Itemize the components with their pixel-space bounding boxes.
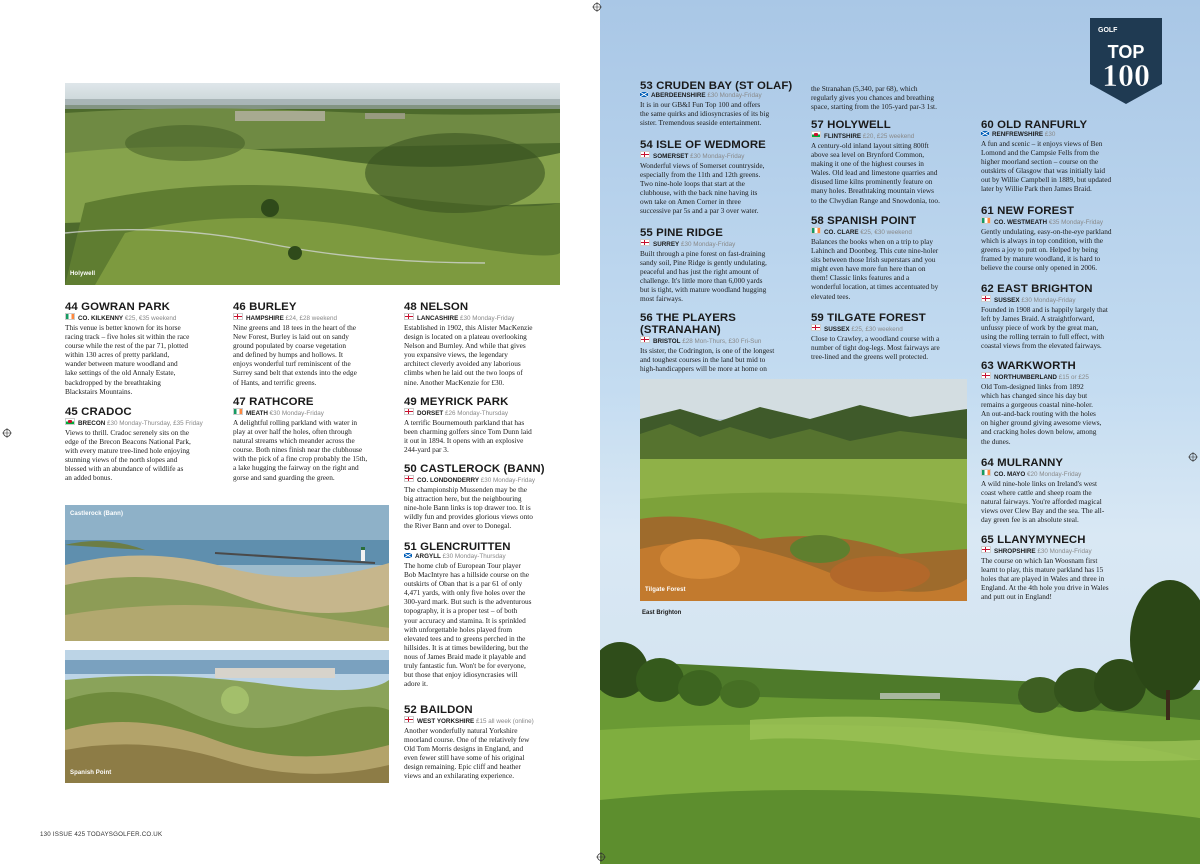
entry-price: £15 all week (online)	[476, 718, 534, 725]
entry-body-line: left by James Braid. A straightforward,	[981, 314, 1095, 324]
entry-region: SUSSEX	[824, 326, 850, 333]
entry-body-line: with the pick of a fine crop probably the 15th,	[233, 454, 368, 464]
entry-body-line: Old Tom Morris designs in England, and	[404, 744, 524, 754]
entry-body-line: Lomond and the Campsie Fells from the	[981, 148, 1099, 158]
entry-body-line: ground populated by coarse vegetation	[233, 341, 347, 351]
registration-mark-right	[1188, 452, 1198, 462]
entry-body-line: but those that enjoy idiosyncrasies will	[404, 670, 518, 680]
entry-title: 53 CRUDEN BAY (ST OLAF)	[640, 80, 793, 92]
entry-body-line: especially from the 11th and 12th greens.	[640, 170, 761, 180]
entry-body-line: natural streams which meander across the	[233, 436, 355, 446]
flag-ie-icon	[233, 408, 243, 415]
entry-title: 61 NEW FOREST	[981, 205, 1075, 217]
entry-meta	[233, 408, 395, 418]
entry-body-line: lake settings of the old Annaly Estate,	[65, 368, 176, 378]
registration-mark-bottom	[596, 852, 606, 862]
entry-region: CO. CLARE	[824, 229, 859, 236]
entry-body-line: nous of James Braid made it playable and	[404, 651, 526, 661]
entry-body-line: views and an exhilarating experience.	[404, 771, 515, 781]
entry-title: 48 NELSON	[404, 301, 469, 313]
entry-title: 56 THE PLAYERS (STRANAHAN)	[640, 312, 736, 336]
entry-body-line: Wales. Old lead and limestone quarries and	[811, 168, 938, 178]
entry-body-line: space, starting from the 105-yard par-3 1st.	[811, 102, 937, 112]
entry-body-line: your accuracy and stamina. It is sprinkled	[404, 615, 526, 625]
entry-title: 58 SPANISH POINT	[811, 215, 917, 227]
entry-price: £20, £25 weekend	[862, 133, 915, 140]
entry-body-line: holes that are played in Wales and three in	[981, 574, 1105, 584]
entry-region: ARGYLL	[415, 553, 441, 560]
entry-body-line: A wild nine-hole links on Ireland's west	[981, 479, 1098, 488]
tree-line-right	[1018, 580, 1200, 720]
entry-52	[404, 704, 566, 781]
entry-body-line: play at over half the holes, often through	[233, 427, 352, 437]
entry-49	[404, 396, 566, 454]
entry-title: 59 TILGATE FOREST	[811, 312, 926, 324]
flag-en-icon	[404, 408, 414, 415]
entry-price: £30	[1044, 131, 1056, 138]
entry-body-line: sits between those Irish superstars and you	[811, 255, 936, 265]
entry-price: £28 Mon-Thurs, £30 Fri-Sun	[682, 338, 762, 345]
tilgate-forest-caption: Tilgate Forest	[645, 587, 686, 593]
entry-body-line: even fewer still have some of his original	[404, 753, 525, 763]
castlerock-photo	[65, 505, 389, 641]
entry-body-line: A fun and scenic – it enjoys views of Ben	[981, 139, 1103, 148]
entry-title: 52 BAILDON	[404, 704, 473, 716]
entry-body-line: on higher ground giving awesome views,	[981, 418, 1102, 428]
entry-body-line: Gently undulating, easy-on-the-eye parkland	[981, 227, 1112, 236]
entry-meta	[404, 408, 566, 418]
holywell-landscape-image	[65, 83, 560, 285]
entry-body-line: you expansive views, the legendary	[404, 350, 508, 360]
flag-wa-icon	[65, 418, 75, 425]
entry-region: BRECON	[78, 420, 106, 427]
right-page	[600, 0, 1200, 864]
entry-body-line: outskirts of Oban that is a par 61 of only	[404, 579, 523, 589]
flag-sc-icon	[404, 553, 412, 558]
top-100-badge	[1090, 18, 1162, 104]
entry-body-line: clubhouse, with the back nine having its	[640, 188, 758, 198]
entry-body-line: the River Bann and over to Donegal.	[404, 521, 512, 531]
flag-ni-icon	[404, 475, 414, 482]
entry-region: DORSET	[417, 410, 444, 417]
entry-body-line: topography, it is a proper test – of both	[404, 606, 518, 616]
entry-body-line: coast where cattle and sheep roam the	[981, 488, 1092, 498]
entry-body	[233, 323, 395, 387]
east-brighton-caption: East Brighton	[642, 610, 682, 616]
entry-body-line: adore it.	[404, 679, 428, 689]
entry-meta	[233, 313, 395, 323]
entry-region: MEATH	[246, 410, 268, 417]
entry-body	[65, 428, 227, 483]
entry-body-line: and cracking holes down below, among	[981, 427, 1097, 437]
entry-body-line: wonderful location, at times accentuated by	[811, 282, 939, 292]
entry-region: FLINTSHIRE	[824, 133, 862, 140]
entry-body	[65, 323, 227, 396]
entry-title: 45 CRADOC	[65, 406, 132, 418]
entry-body-line: the dunes.	[981, 436, 1011, 446]
entry-body-line: racing track – five holes sit within the race	[65, 332, 190, 342]
entry-price: £30 Monday-Friday	[681, 241, 736, 248]
registration-mark-top	[592, 2, 602, 12]
entry-price: £30 Monday-Thursday, £35 Friday	[107, 420, 203, 427]
entry-body	[404, 323, 566, 387]
entry-body-line: elevated tees.	[811, 291, 851, 301]
entry-body-line: been charming golfers since Tom Dunn laid	[404, 427, 532, 437]
entry-body-line: number of tight dog-legs. Most fairways are	[811, 343, 940, 353]
entry-body-line: hillsides. It is at times bewildering, but the	[404, 642, 529, 652]
entry-region: ABERDEENSHIRE	[651, 92, 706, 99]
entry-meta	[404, 313, 566, 323]
entry-body	[404, 485, 566, 530]
entry-body-line: nine-hole Bann links is top drawer too. It is	[404, 503, 531, 513]
entry-body-line: Close to Crawley, a woodland course with a	[811, 334, 940, 343]
entry-51	[404, 541, 566, 688]
entry-body-line: natural fairways. You're afforded magical	[981, 497, 1102, 507]
entry-body-line: unfussy piece of work by the great man,	[981, 323, 1099, 333]
flag-ie-icon	[65, 313, 75, 320]
castlerock-landscape-image	[65, 505, 389, 641]
entry-body-line: 300-yard mark. But such is the adventurous	[404, 597, 532, 607]
entry-body-line: course while the rest of the par 71, plotted	[65, 341, 188, 351]
entry-price: £30 Monday-Friday	[690, 153, 745, 160]
entry-region: LANCASHIRE	[417, 315, 459, 322]
entry-body-line: Nine greens and 18 tees in the heart of the	[233, 323, 356, 332]
entry-title: 57 HOLYWELL	[811, 119, 891, 131]
entry-body-line: out by Willie Campbell in 1889, but updated	[981, 175, 1112, 185]
entry-body-line: stunning views of the north slopes and	[65, 455, 178, 465]
entry-price: £30 Monday-Friday	[460, 315, 515, 322]
entry-body-line: the Stranahan (5,340, par 68), which	[811, 84, 918, 93]
entry-body-line: framed by mature woodland, it is hard to	[981, 254, 1101, 264]
entry-body-line: and defined by humps and hollows. It	[233, 350, 344, 360]
entry-meta	[404, 716, 566, 726]
entry-body-line: moorland course. One of the relatively few	[404, 735, 530, 745]
entry-body-line: own take on Amen Corner in three	[640, 197, 741, 207]
entry-region: BRISTOL	[653, 338, 681, 345]
entry-body-line: with every mature tree-lined hole enjoying	[65, 446, 190, 456]
page-footer: 130 ISSUE 425 TODAYSGOLFER.CO.UK	[40, 831, 163, 838]
entry-body-line: wildly fun and provides glorious views onto	[404, 512, 533, 522]
badge-brand: GOLF	[1098, 27, 1118, 34]
entry-title: 63 WARKWORTH	[981, 360, 1076, 372]
entry-body-line: blessed with an abundance of wildlife as	[65, 464, 184, 474]
entry-body-line: challenge. It's little more than 6,000 yards	[640, 276, 763, 286]
entry-region: NORTHUMBERLAND	[994, 374, 1057, 381]
entry-body-line: learnt to play, this mature parkland has 15	[981, 565, 1104, 575]
entry-price: £30 Monday-Friday	[1021, 297, 1076, 304]
entry-body-line: greens a joy to putt on. Helped by being	[981, 245, 1098, 255]
spanish-point-photo	[65, 650, 389, 783]
entry-body-line: Established in 1902, this Alister MacKenzie	[404, 323, 533, 332]
entry-region: SOMERSET	[653, 153, 689, 160]
entry-price: £15 or £25	[1058, 374, 1089, 381]
entry-body-line: which has changed since his day but	[981, 391, 1088, 401]
badge-top-label: TOP	[1107, 42, 1145, 62]
entry-meta	[65, 418, 227, 428]
entry-body-line: many holes. Breathtaking mountain views	[811, 186, 935, 196]
entry-body-line: Nelson and Burnley. And while that gives	[404, 341, 526, 351]
entry-body-line: This venue is better known for its horse	[65, 323, 181, 332]
entry-body-line: backdropped by the breathtaking	[65, 377, 161, 387]
entry-title: 62 EAST BRIGHTON	[981, 283, 1093, 295]
entry-47	[233, 396, 395, 482]
entry-body-line: most fairways.	[640, 294, 683, 304]
entry-body-line: might even have more fun here than on	[811, 264, 926, 274]
entry-body	[404, 418, 566, 454]
entry-body-line: Two nine-hole loops that start at the	[640, 179, 745, 189]
entry-body-line: tree-lined and the greens well protected.	[811, 352, 929, 362]
entry-body-line: design remaining. Epic cliff and heather	[404, 762, 521, 772]
holywell-caption: Holywell	[70, 271, 96, 277]
entry-body-line: nine. Another MacKenzie for £30.	[404, 377, 505, 387]
entry-body-line: and putt out in England!	[981, 592, 1052, 602]
entry-body-line: but is tight, with mature woodland hugging	[640, 285, 767, 295]
entry-title: 51 GLENCRUITTEN	[404, 541, 511, 553]
entry-body-line: making it one of the highest courses in	[811, 159, 924, 169]
entry-body-line: within 130 acres of pretty parkland,	[65, 350, 170, 360]
entry-body	[233, 418, 395, 482]
entry-price: £30 Monday-Friday	[480, 477, 536, 484]
entry-price: £26 Monday-Thursday	[445, 410, 509, 417]
entry-body-line: day green fee is an absolute steal.	[981, 515, 1079, 525]
entry-body-line: elevated tees and to greens perched in the	[404, 633, 526, 643]
entry-meta	[404, 553, 566, 561]
entry-body-line: The home club of European Tour player	[404, 561, 521, 570]
entry-title: 49 MEYRICK PARK	[404, 396, 509, 408]
entry-body-line: the same quirks and idiosyncrasies of its big	[640, 109, 770, 119]
entry-title: 64 MULRANNY	[981, 457, 1064, 469]
entry-price: €30 Monday-Friday	[269, 410, 324, 417]
entry-body-line: Balances the books when on a trip to play	[811, 237, 933, 246]
entry-body-line: above sea level on Brynford Common,	[811, 150, 925, 160]
entry-body-line: New Forest, Burley is laid out on sandy	[233, 332, 349, 342]
entry-region: SURREY	[653, 241, 680, 248]
entry-price: €20 Monday-Friday	[1027, 471, 1082, 478]
entry-region: SHROPSHIRE	[994, 548, 1036, 555]
entry-body-line: truly fantastic fun. Won't be for everyone,	[404, 661, 526, 671]
entry-body-line: gorse and sand guarding the green.	[233, 472, 335, 482]
entry-body-line: of Hants, and terrific greens.	[233, 377, 317, 387]
entry-price: €25, €35 weekend	[124, 315, 177, 322]
entry-body-line: using the rolling terrain to full effect, with	[981, 332, 1105, 342]
entry-title: 65 LLANYMYNECH	[981, 534, 1086, 546]
entry-body-line: Its sister, the Codrington, is one of the longest	[640, 346, 775, 355]
entry-body-line: remains a gorgeous coastal nine-holer.	[981, 400, 1093, 410]
entry-price: £30 Monday-Thursday	[442, 553, 506, 560]
entry-body-line: and toughest courses in the land but mid to	[640, 355, 766, 365]
entry-body-line: sandy soil, Pine Ridge is gently undulating,	[640, 258, 767, 268]
entry-body-line: Old Tom-designed links from 1892	[981, 382, 1084, 391]
spanish-point-landscape-image	[65, 650, 389, 783]
entry-region: RENFREWSHIRE	[992, 131, 1044, 138]
entry-body-line: A century-old inland layout sitting 800ft	[811, 141, 929, 150]
entry-title: 60 OLD RANFURLY	[981, 119, 1088, 131]
entry-title: 46 BURLEY	[233, 301, 297, 313]
entry-body-line: successive par 5s and a par 3 over water.	[640, 206, 759, 216]
entry-price: £24, £28 weekend	[285, 315, 338, 322]
entry-body-line: Blackstairs Mountains.	[65, 386, 133, 396]
holywell-photo	[65, 83, 560, 285]
entry-body-line: them! Classic links features and a	[811, 273, 910, 283]
entry-body	[404, 561, 566, 688]
entry-body-line: Lahinch and Doonbeg. This cute nine-holer	[811, 246, 939, 256]
entry-body-line: Built through a pine forest on fast-draining	[640, 249, 766, 258]
entry-body-line: An out-and-back routing with the holes	[981, 409, 1096, 419]
entry-price: £30 Monday-Friday	[1037, 548, 1092, 555]
entry-body-line: enjoys wonderful turf reminiscent of the	[233, 359, 351, 369]
entry-body-line: believe the course only opened in 2006.	[981, 263, 1098, 273]
entry-body-line: regularly gives you chances and breathing	[811, 93, 934, 103]
entry-body-line: an added bonus.	[65, 473, 113, 483]
entry-body-line: Views to thrill. Cradoc serenely sits on the	[65, 428, 189, 437]
flag-en-icon	[404, 313, 414, 320]
entry-body-line: with unforgettable holes played from	[404, 624, 513, 634]
entry-body-line: views over Clew Bay and the sea. The all-	[981, 506, 1105, 516]
entry-price: £25, £30 weekend	[851, 326, 903, 333]
entry-title: 54 ISLE OF WEDMORE	[640, 139, 766, 151]
entry-body-line: The course on which Ian Woosnam first	[981, 556, 1098, 565]
entry-body-line: to the Clwydian Range and Snowdonia, too.	[811, 195, 940, 205]
entry-body-line: Another wonderfully natural Yorkshire	[404, 726, 518, 735]
entry-title: 44 GOWRAN PARK	[65, 301, 170, 313]
entry-body-line: 4,471 yards, with only five holes over the	[404, 588, 526, 598]
entry-44	[65, 301, 227, 396]
entry-body	[404, 726, 566, 781]
entry-body-line: big attraction here, but the neighbouring	[404, 494, 522, 504]
flag-en-icon	[233, 313, 243, 320]
entry-region: SUSSEX	[994, 297, 1020, 304]
registration-mark-left	[2, 428, 12, 438]
entry-body-line: Founded in 1908 and is happily largely that	[981, 305, 1108, 314]
entry-48	[404, 301, 566, 387]
entry-body-line: design is located on a plateau overlooking	[404, 332, 527, 342]
entry-title: 47 RATHCORE	[233, 396, 314, 408]
entry-body-line: peaceful and has just the right amount of	[640, 267, 759, 277]
entry-body-line: The championship Mussenden may be the	[404, 485, 528, 494]
entry-body-line: A delightful rolling parkland with water in	[233, 418, 358, 427]
entry-body-line: It is in our GB&I Fun Top 100 and offers	[640, 100, 761, 109]
entry-body-line: a lake hugging the fairway on the right and	[233, 463, 359, 473]
entry-body-line: Bob MacIntyre has a hillside course on the	[404, 570, 530, 580]
entry-region: WEST YORKSHIRE	[417, 718, 475, 725]
entry-body-line: Surrey sand belt that extends into the edge	[233, 368, 357, 378]
entry-body-line: disused lime kilns prominently feature on	[811, 177, 933, 187]
entry-50	[404, 463, 566, 530]
entry-title: 50 CASTLEROCK (BANN)	[404, 463, 545, 475]
entry-body-line: A terrific Bournemouth parkland that has	[404, 418, 525, 427]
entry-region: HAMPSHIRE	[246, 315, 284, 322]
entry-region: CO. WESTMEATH	[994, 219, 1048, 226]
entry-body-line: wander between mature woodland and	[65, 359, 178, 369]
entry-price: €35 Monday-Friday	[1048, 219, 1104, 226]
entry-body-line: coastal views from the elevated fairways.	[981, 341, 1102, 351]
entry-body-line: sister. Tremendous seaside entertainment.	[640, 118, 762, 128]
badge-number: 100	[1102, 57, 1150, 93]
entry-body-line: higher moorland section – course on the	[981, 157, 1099, 167]
entry-body-line: Wonderful views of Somerset countryside,	[640, 161, 765, 170]
entry-region: CO. MAYO	[994, 471, 1026, 478]
flag-en-icon	[404, 716, 414, 723]
entry-meta	[404, 475, 566, 485]
spanish-point-caption: Spanish Point	[70, 770, 112, 776]
castlerock-caption: Castlerock (Bann)	[70, 511, 124, 517]
entry-price: £30 Monday-Friday	[707, 92, 762, 99]
entry-body-line: later by Willie Park then James Braid.	[981, 184, 1092, 194]
east-brighton-landscape-image	[600, 0, 1200, 864]
entry-body-line: high-handicappers will be more at home on	[640, 364, 767, 374]
entry-body-line: edge of the Brecon Beacons National Park,	[65, 437, 191, 447]
entry-46	[233, 301, 395, 387]
entry-title: 55 PINE RIDGE	[640, 227, 723, 239]
entry-body-line: outskirts of Glasgow that was initially laid	[981, 166, 1106, 176]
entry-body-line: which is always in top condition, with the	[981, 236, 1104, 246]
entry-region: CO. LONDONDERRY	[417, 477, 480, 484]
entry-45	[65, 406, 227, 483]
entry-body-line: it out in 1894. It opens with an explosive	[404, 436, 524, 446]
entry-body-line: course. Both nines finish near the clubhouse	[233, 445, 363, 455]
entry-price: €25, €30 weekend	[860, 229, 912, 236]
entry-body-line: architect cleverly avoided any laborious	[404, 359, 521, 369]
entry-body-line: climbs when he laid out the two loops of	[404, 368, 523, 378]
entry-region: CO. KILKENNY	[78, 315, 124, 322]
entry-meta	[65, 313, 227, 323]
entry-body-line: England. At the 4th hole you drive in Wales	[981, 583, 1109, 593]
entry-body-line: 244-yard par 3.	[404, 445, 449, 455]
